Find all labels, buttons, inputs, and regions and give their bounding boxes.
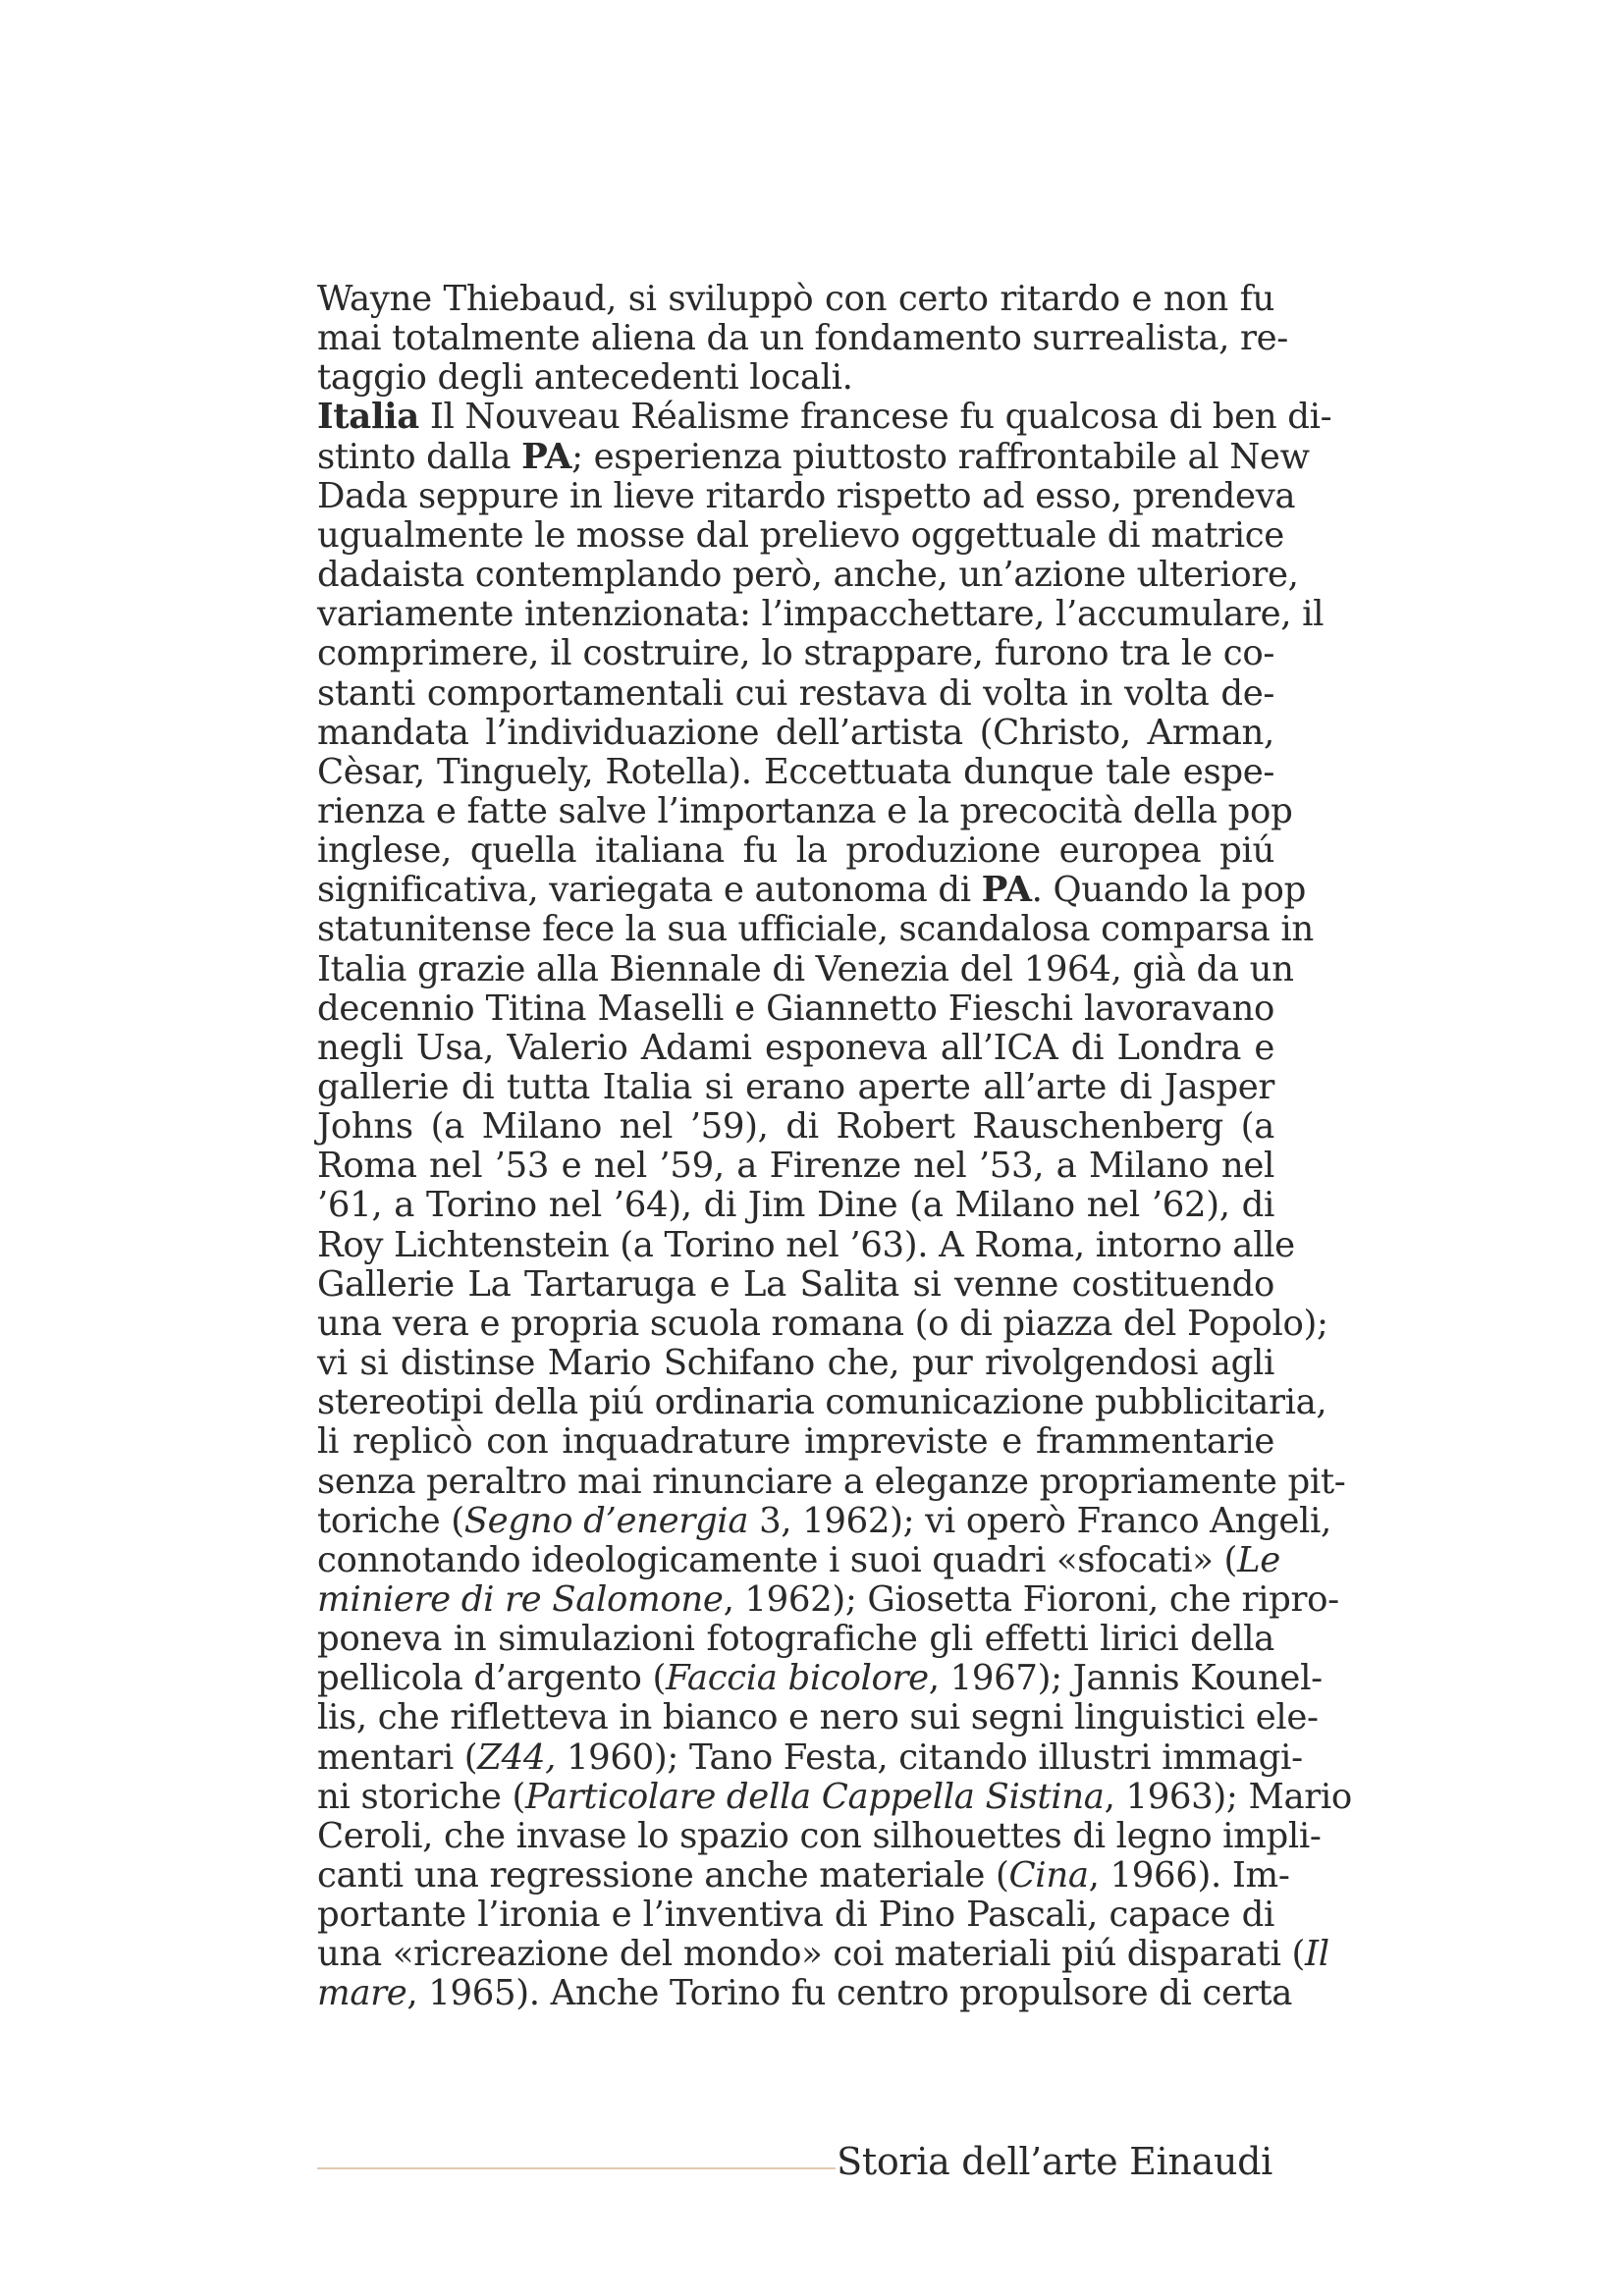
text-run: mandata l’individuazione dell’artista (Christo, Arman,	[317, 712, 1274, 753]
bold-run: PA	[981, 870, 1032, 911]
italic-run: miniere di re Salomone	[317, 1578, 724, 1620]
text-line	[317, 436, 1310, 477]
text-run: statunitense fece la sua ufficiale, scandalosa comparsa in	[317, 909, 1314, 950]
text-run: Gallerie La Tartaruga e La Salita si venne costituendo	[317, 1263, 1274, 1305]
italic-run: Z44,	[477, 1736, 557, 1778]
text-run: li replicò con inquadrature impreviste e frammentarie	[317, 1421, 1274, 1463]
text-run: , 1966). Im-	[1088, 1855, 1290, 1896]
text-run: toriche (	[317, 1500, 464, 1541]
text-line	[317, 1186, 1274, 1225]
italic-run: Il	[1305, 1934, 1329, 1975]
text-run: mai totalmente aliena da un fondamento surrealista, re-	[317, 318, 1288, 359]
text-line	[317, 753, 1274, 792]
bold-run: Italia	[317, 397, 419, 438]
text-run: dadaista contemplando però, anche, un’azione ulteriore,	[317, 555, 1299, 596]
text-run: poneva in simulazioni fotografiche gli effetti lirici della	[317, 1619, 1274, 1660]
text-line	[317, 1303, 1328, 1344]
text-run: vi si distinse Mario Schifano che, pur rivolgendosi agli	[317, 1343, 1274, 1384]
text-run: , 1962); Giosetta Fioroni, che ripro-	[723, 1578, 1339, 1620]
footer-title: Storia dell’arte Einaudi	[837, 2140, 1272, 2183]
text-run: , 1963); Mario	[1104, 1776, 1352, 1817]
text-run: Roy Lichtenstein (a Torino nel ’63). A Roma, intorno alle	[317, 1224, 1295, 1265]
text-line	[317, 280, 1274, 319]
text-run: canti una regressione anche materiale (	[317, 1855, 1009, 1896]
text-line	[317, 634, 1274, 673]
text-line	[317, 1107, 1274, 1147]
text-run: Cèsar, Tinguely, Rotella). Eccettuata dunque tale espe-	[317, 751, 1274, 792]
text-line	[317, 358, 1274, 398]
text-run: ni storiche (	[317, 1776, 526, 1817]
text-line	[317, 1147, 1274, 1186]
italic-run: Le	[1237, 1539, 1280, 1580]
text-line	[317, 909, 1314, 950]
text-run: una «ricreazione del mondo» coi materiali piú disparati (	[317, 1934, 1306, 1975]
text-run: , 1967); Jannis Kounel-	[928, 1658, 1323, 1699]
text-line	[317, 397, 1332, 438]
italic-run: mare	[317, 1973, 407, 2014]
text-run: ; esperienza piuttosto raffrontabile al New	[571, 436, 1310, 477]
text-run: connotando ideologicamente i suoi quadri «sfocati» (	[317, 1539, 1238, 1580]
italic-run: Cina	[1008, 1855, 1089, 1896]
text-line	[317, 1068, 1274, 1107]
footer-rule	[317, 2167, 836, 2169]
text-run: , 1965). Anche Torino fu centro propulsore di certa	[406, 1973, 1293, 2014]
text-run: mentari (	[317, 1736, 478, 1778]
text-line	[317, 989, 1274, 1029]
bold-run: PA	[521, 436, 572, 477]
text-line	[317, 790, 1293, 831]
text-run: Italia grazie alla Biennale di Venezia del 1964, già da un	[317, 948, 1294, 989]
text-line	[317, 1620, 1274, 1659]
text-line	[317, 318, 1288, 359]
text-run: Il Nouveau Réalisme francese fu qualcosa di ben di-	[418, 397, 1332, 438]
text-line	[317, 1382, 1327, 1423]
text-line	[317, 1973, 1293, 2014]
text-line	[317, 1500, 1331, 1541]
text-run: . Quando la pop	[1031, 870, 1306, 911]
text-line	[317, 674, 1274, 714]
text-run: ’61, a Torino nel ’64), di Jim Dine (a Milano nel ’62), di	[317, 1185, 1274, 1226]
text-run: Johns (a Milano nel ’59), di Robert Rauschenberg (a	[317, 1106, 1274, 1148]
text-run: inglese, quella italiana fu la produzione europea piú	[317, 830, 1274, 872]
text-line	[317, 1855, 1290, 1896]
italic-run: Segno d’energia	[463, 1500, 749, 1541]
text-line	[317, 714, 1274, 753]
italic-run: Faccia bicolore	[666, 1658, 929, 1699]
text-line	[317, 1815, 1322, 1856]
text-run: portante l’ironia e l’inventiva di Pino Pascali, capace di	[317, 1895, 1274, 1936]
text-line	[317, 1736, 1303, 1778]
text-run: stereotipi della piú ordinaria comunicazione pubblicitaria,	[317, 1382, 1327, 1423]
text-run: taggio degli antecedenti locali.	[317, 357, 853, 399]
italic-run: Particolare della Cappella Sistina	[525, 1776, 1105, 1817]
text-run: Wayne Thiebaud, si sviluppò con certo ritardo e non fu	[317, 279, 1274, 319]
text-run: decennio Titina Maselli e Giannetto Fieschi lavoravano	[317, 988, 1274, 1029]
text-line	[317, 1422, 1274, 1462]
text-line	[317, 1224, 1295, 1265]
text-line	[317, 1539, 1280, 1580]
text-run: senza peraltro mai rinunciare a eleganze propriamente pit-	[317, 1461, 1346, 1502]
text-run: Dada seppure in lieve ritardo rispetto ad esso, prendeva	[317, 475, 1296, 516]
text-run: Roma nel ’53 e nel ’59, a Firenze nel ’53, a Milano nel	[317, 1146, 1274, 1187]
text-run: lis, che rifletteva in bianco e nero sui segni linguistici ele-	[317, 1697, 1319, 1738]
text-line	[317, 1265, 1274, 1305]
text-run: gallerie di tutta Italia si erano aperte all’arte di Jasper	[317, 1067, 1274, 1107]
text-run: variamente intenzionata: l’impacchettare, l’accumulare, il	[317, 594, 1325, 635]
text-run: Ceroli, che invase lo spazio con silhouettes di legno impli-	[317, 1815, 1322, 1856]
text-run: stanti comportamentali cui restava di volta in volta de-	[317, 672, 1274, 714]
text-line	[317, 514, 1284, 556]
text-line	[317, 1578, 1339, 1620]
text-run: negli Usa, Valerio Adami esponeva all’ICA di Londra e	[317, 1027, 1274, 1068]
text-line	[317, 831, 1274, 871]
text-line	[317, 1658, 1323, 1699]
text-line	[317, 870, 1306, 911]
text-run: 3, 1962); vi operò Franco Angeli,	[748, 1500, 1331, 1541]
text-line	[317, 948, 1294, 989]
text-run: pellicola d’argento (	[317, 1658, 667, 1699]
text-line	[317, 1776, 1352, 1817]
text-run: 1960); Tano Festa, citando illustri immagi-	[556, 1736, 1303, 1778]
text-line	[317, 1461, 1346, 1502]
text-run: rienza e fatte salve l’importanza e la precocità della pop	[317, 790, 1293, 831]
text-line	[317, 1934, 1329, 1975]
text-run: significativa, variegata e autonoma di	[317, 870, 982, 911]
text-line	[317, 1029, 1274, 1068]
text-run: una vera e propria scuola romana (o di piazza del Popolo);	[317, 1303, 1328, 1344]
text-run: stinto dalla	[317, 436, 522, 477]
text-run: comprimere, il costruire, lo strappare, furono tra le co-	[317, 633, 1274, 674]
text-line	[317, 594, 1325, 635]
text-line	[317, 555, 1299, 596]
text-run: ugualmente le mosse dal prelievo oggettuale di matrice	[317, 514, 1284, 556]
text-line	[317, 1896, 1274, 1935]
text-line	[317, 1697, 1319, 1738]
text-line	[317, 1344, 1274, 1383]
text-line	[317, 475, 1296, 516]
